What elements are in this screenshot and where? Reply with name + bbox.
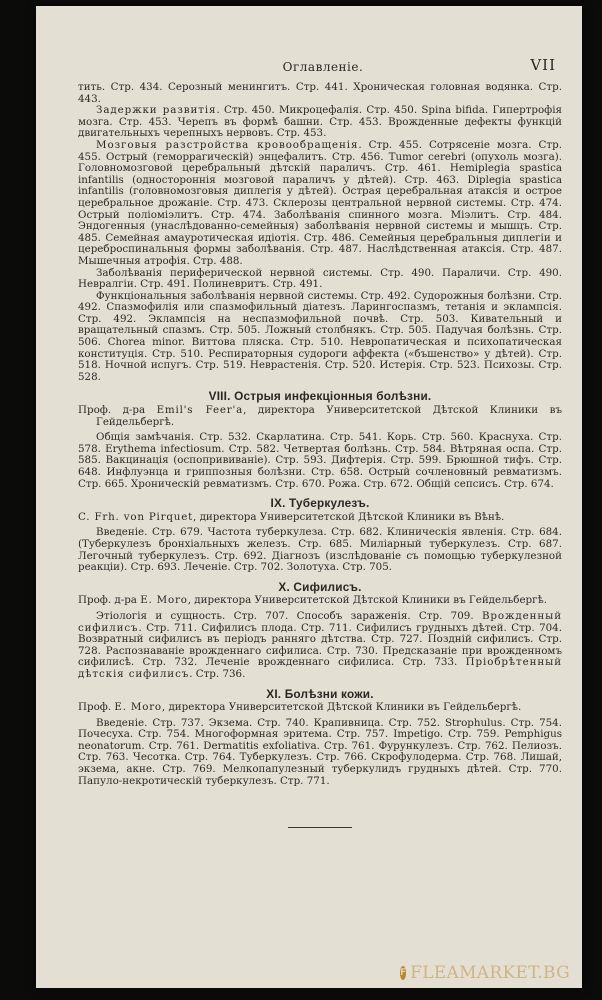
author-line	[78, 595, 562, 607]
table-of-contents-text	[78, 82, 562, 828]
toc-paragraph: Введеніе. Стр. 737. Экзема. Стр. 740. Крапивница. Стр. 752. Strophulus. Стр. 754. Почесуха. Стр. 754. Многоформная эритема. Стр. 757. Impetigo. Стр. 759. Pemphigus neonatorum. Стр. 761. Dermatitis exfoliativa. Стр. 761. Фурункулезъ. Стр. 762. Пелиозъ. Стр. 763. Чесотка. Стр. 764. Туберкулезъ. Стр. 766. Скрофулодерма. Стр. 768. Лишай, экзема, акне. Стр. 769. Мелкопапулезный туберкулидъ грудныхъ дѣтей. Стр. 770. Папуло-некротическій туберкулезъ. Стр. 771.	[78, 716, 562, 787]
section-heading: XI. Болѣзни кожи.	[266, 686, 374, 701]
toc-paragraph: Общія замѣчанія. Стр. 532. Скарлатина. Стр. 541. Корь. Стр. 560. Краснуха. Стр. 578. Erythema infectiosum. Стр. 582. Четвертая болѣзнь. Стр. 584. Вѣтряная оспа. Стр. 585. Вакцинація (оспопрививаніе). Стр. 593. Дифтерія. Стр. 599. Брюшной тифъ. Стр. 648. Инфлуэнца и гриппозныя болѣзни. Стр. 658. Острый сочленовный ревматизмъ. Стр. 665. Хроническій ревматизмъ. Стр. 670. Рожа. Стр. 672. Общій сепсисъ. Стр. 674.	[78, 431, 562, 490]
author-affiliation: , директора Университетской Дѣтской Клиники въ Гейдельбергѣ.	[96, 404, 562, 428]
toc-text: . Стр. 455. Сотрясеніе мозга. Стр. 455. Острый (геморрагическій) энцефалитъ. Стр. 456. Tumor cerebri (опухоль мозга). Головномозговой церебральный дѣтскій параличъ. Стр. 461. Hemiplegia spastica infantilis (одностороннія мозговой параличъ у дѣтей). Стр. 463. Diplegia spastica infantilis (головномозговыя диплегія у дѣтей). Острая церебральная атаксія и острое церебральное дрожаніе. Стр. 473. Склерозы центральной нервной системы. Стр. 474. Острый поліоміэлитъ. Стр. 474. Заболѣванія спинного мозга. Міэлитъ. Стр. 484. Эндогенныя (унаслѣдованно-семейныя) заболѣванія нервной системы и мышцъ. Стр. 485. Семейная амауротическая идіотія. Стр. 486. Семейныя церебральныя диплегіи и цереброспинальныя формы заболѣванія. Стр. 487. Наслѣдственная атаксія. Стр. 487. Мышечныя атрофія. Стр. 488.	[78, 138, 562, 267]
author-affiliation: , директора Университетской Дѣтской Клиники въ Вѣнѣ.	[193, 510, 505, 523]
author-prefix: Проф.	[78, 701, 115, 714]
author-name: E. Moro	[114, 701, 162, 714]
watermark-logo-icon: F	[400, 968, 406, 978]
toc-subheading: Мозговыя разстройства кровообращенія	[96, 138, 359, 151]
toc-subheading: Врожденный сифилисъ	[78, 609, 562, 634]
toc-subheading: Задержки развитія	[96, 104, 217, 117]
section-heading: X. Сифилисъ.	[278, 579, 362, 594]
toc-text: . Стр. 450. Микроцефалія. Стр. 450. Spina bifida. Гипертрофія мозга. Стр. 453. Черепъ въ формѣ башни. Стр. 453. Врожденные дефекты функцій двигательныхъ черепныхъ нервовъ. Стр. 453.	[78, 104, 563, 140]
toc-subheading: Пріобрѣтенный дѣтскія сифилисъ	[78, 656, 562, 680]
author-line	[78, 405, 562, 428]
watermark-text: FLEAMARKET.BG	[410, 963, 570, 983]
watermark	[400, 958, 570, 988]
toc-paragraph	[78, 611, 562, 681]
author-prefix: Проф. д-ра	[78, 594, 141, 607]
section-heading: VIII. Острыя инфекціонныя болѣзни.	[208, 389, 432, 404]
author-line	[78, 702, 562, 714]
toc-text: . Стр. 711. Сифилисъ плода. Стр. 711. Сифилисъ грудныхъ дѣтей. Стр. 704. Возвратный сифилисъ въ періодъ ранняго дѣтства. Стр. 727. Поздній сифилисъ. Стр. 728. Распознаваніе врожденнаго сифилиса. Стр. 730. Предсказаніе при врожденномъ сифилисѣ. Стр. 732. Леченіе врожденнаго сифилиса. Стр. 733.	[78, 621, 562, 669]
author-line	[78, 512, 562, 524]
toc-paragraph: Заболѣванія периферической нервной системы. Стр. 490. Параличи. Стр. 490. Невралгіи. Стр. 491. Полиневритъ. Стр. 491.	[78, 266, 562, 291]
toc-paragraph	[78, 105, 562, 140]
toc-paragraph: Введеніе. Стр. 679. Частота туберкулеза. Стр. 682. Клиническія явленія. Стр. 684. (Туберкулезъ бронхіальныхъ железъ. Стр. 685. Миліарный туберкулезъ. Стр. 687. Легочный туберкулезъ. Стр. 692. Діагнозъ (изслѣдованіе съ помощью туберкулезной реакціи). Стр. 693. Леченіе. Стр. 702. Золотуха. Стр. 705.	[78, 526, 562, 574]
toc-text: Этіологія и сущность. Стр. 707. Способъ зараженія. Стр. 709.	[96, 609, 482, 622]
author-name: C. Frh. von Pirquet	[78, 510, 194, 523]
author-affiliation: , директора Университетской Дѣтской Клиники въ Гейдельбергѣ.	[161, 701, 522, 714]
toc-paragraph: тить. Стр. 434. Серозный менингитъ. Стр. 441. Хроническая головная водянка. Стр. 443.	[78, 81, 562, 105]
page-number: VII	[530, 56, 556, 74]
author-prefix: Проф. д-ра	[78, 404, 157, 417]
toc-paragraph: Функціональныя заболѣванія нервной системы. Стр. 492. Судорожныя болѣзни. Стр. 492. Спазмофилія или спазмофильный діатезъ. Ларингоспазмъ, тетанія и эклампсія. Стр. 492. Эклампсія на неспазмофильной почвѣ. Стр. 503. Кивательный и вращательный спазмъ. Стр. 505. Ложный столбнякъ. Стр. 505. Падучая болѣзнь. Стр. 506. Chorea minor. Виттова пляска. Стр. 510. Невропатическая и психопатическая конституція. Стр. 510. Респираторныя судороги аффекта («бъшенство» у дѣтей). Стр. 518. Ночной испугъ. Стр. 519. Неврастенія. Стр. 520. Истерія. Стр. 523. Психозы. Стр. 528.	[78, 289, 562, 383]
end-rule	[288, 827, 352, 828]
running-title: Оглавленіе.	[282, 60, 364, 74]
author-name: E. Moro	[140, 594, 188, 607]
author-name: Emil's Feer'a	[156, 404, 244, 417]
book-page	[36, 6, 582, 988]
page-content	[78, 6, 568, 988]
section-heading: IX. Туберкулезъ.	[270, 496, 370, 511]
toc-paragraph	[78, 140, 562, 268]
author-affiliation: , директора Университетской Дѣтской Клиники въ Гейдельбергѣ.	[187, 594, 548, 607]
toc-text: . Стр. 736.	[189, 667, 246, 680]
